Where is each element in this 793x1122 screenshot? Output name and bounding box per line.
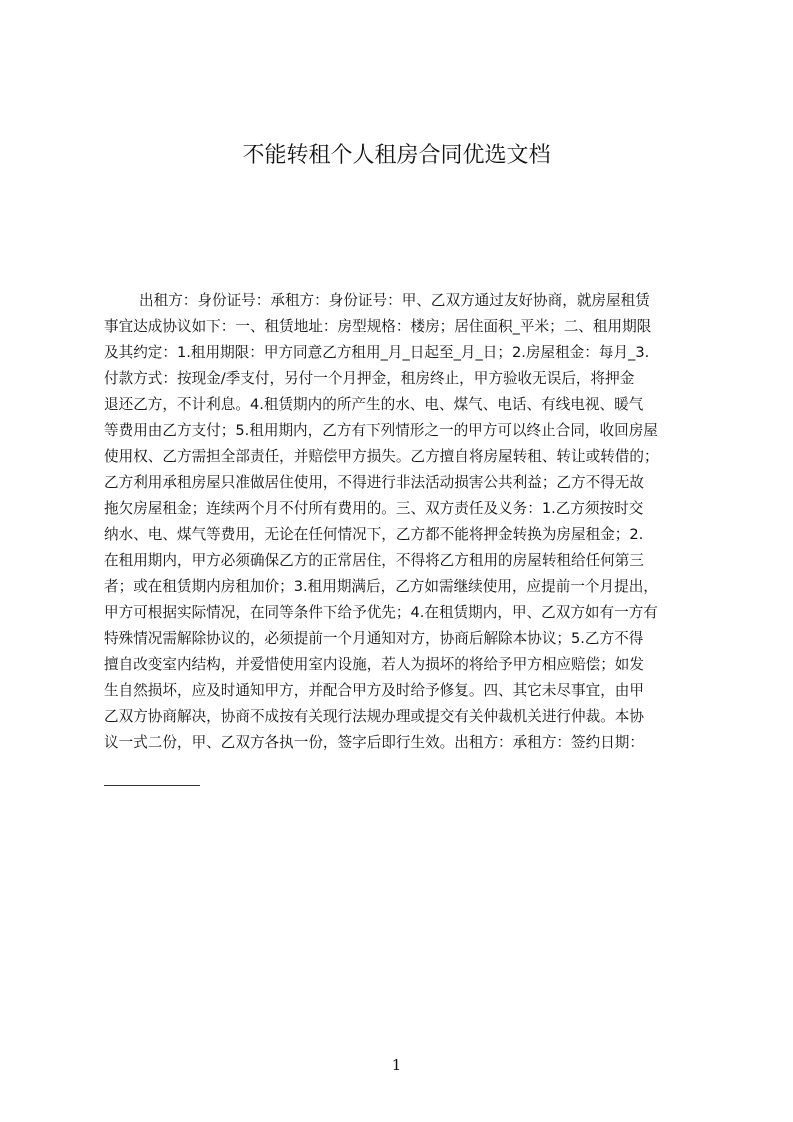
body-line: 甲方可根据实际情况，在同等条件下给予优先；4.在租赁期内，甲、乙双方如有一方有 bbox=[104, 604, 658, 621]
body-line: 使用权、乙方需担全部责任，并赔偿甲方损失。乙方擅自将房屋转租、转让或转借的； bbox=[104, 448, 659, 465]
body-line: 者；或在租赁期内房租加价；3.租用期满后，乙方如需继续使用，应提前一个月提出， bbox=[104, 578, 658, 595]
body-line: 乙方利用承租房屋只准做居住使用，不得进行非法活动损害公共利益；乙方不得无故 bbox=[104, 474, 644, 491]
body-line: 乙双方协商解决，协商不成按有关现行法规办理或提交有关仲裁机关进行仲裁。本协 bbox=[104, 708, 644, 725]
body-line: 生自然损坏，应及时通知甲方，并配合甲方及时给予修复。四、其它未尽事宜，由甲 bbox=[104, 682, 644, 699]
signature-underline bbox=[104, 785, 200, 786]
body-line: 议一式二份，甲、乙双方各执一份，签字后即行生效。出租方：承租方：签约日期： bbox=[104, 734, 644, 751]
body-line: 等费用由乙方支付；5.租用期内，乙方有下列情形之一的甲方可以终止合同，收回房屋 bbox=[104, 422, 658, 439]
body-line: 擅自改变室内结构，并爱惜使用室内设施，若人为损坏的将给予甲方相应赔偿；如发 bbox=[104, 656, 644, 673]
body-line: 在租用期内，甲方必须确保乙方的正常居住，不得将乙方租用的房屋转租给任何第三 bbox=[104, 552, 644, 569]
body-line: 及其约定：1.租用期限：甲方同意乙方租用_月_日起至_月_日；2.房屋租金：每月_3. bbox=[104, 344, 650, 361]
body-line: 特殊情况需解除协议的，必须提前一个月通知对方，协商后解除本协议；5.乙方不得 bbox=[104, 630, 644, 647]
body-line: 事宜达成协议如下：一、租赁地址：房型规格：楼房；居住面积_平米；二、租用期限 bbox=[104, 318, 652, 335]
document-title: 不能转租个人租房合同优选文档 bbox=[242, 143, 551, 168]
body-line: 出租方：身份证号：承租方：身份证号：甲、乙双方通过友好协商，就房屋租赁 bbox=[139, 292, 650, 309]
page-number: 1 bbox=[391, 1056, 402, 1074]
contract-body bbox=[104, 288, 697, 758]
body-line: 退还乙方，不计利息。4.租赁期内的所产生的水、电、煤气、电话、有线电视、暖气 bbox=[104, 396, 644, 413]
body-line: 纳水、电、煤气等费用，无论在任何情况下，乙方都不能将押金转换为房屋租金；2. bbox=[104, 526, 644, 543]
body-line: 拖欠房屋租金；连续两个月不付所有费用的。三、双方责任及义务：1.乙方须按时交 bbox=[104, 500, 644, 517]
body-line: 付款方式：按现金/季支付，另付一个月押金，租房终止，甲方验收无误后，将押金 bbox=[104, 370, 635, 387]
